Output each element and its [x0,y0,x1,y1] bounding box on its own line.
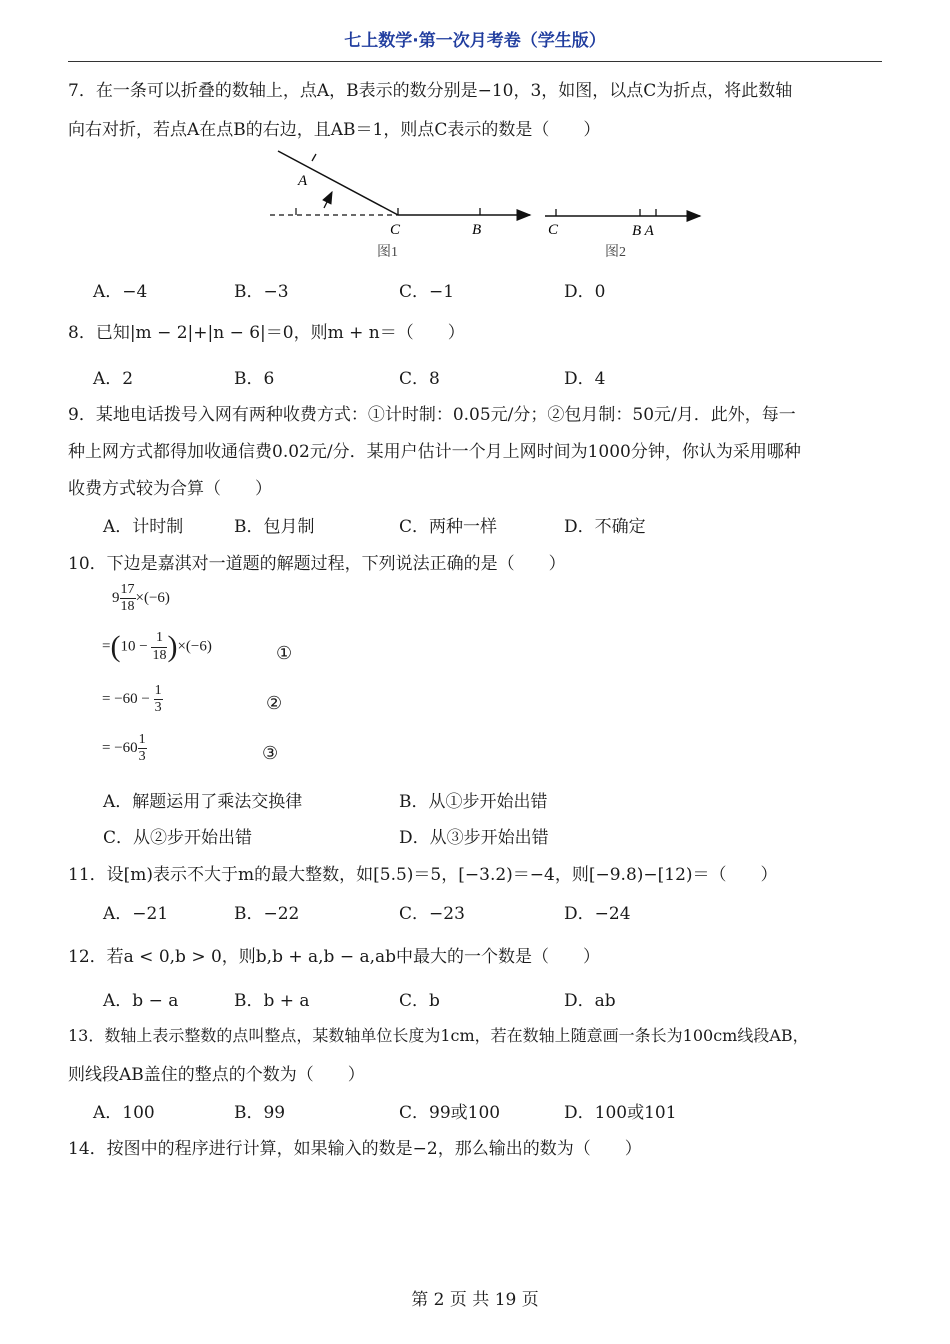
fig1-label-b: B [472,222,482,238]
q13-stem-line1: 13．数轴上表示整数的点叫整点，某数轴单位长度为1cm，若在数轴上随意画一条长为100cm线段AB， [68,1026,809,1045]
q7-option-d: D．0 [564,282,606,302]
q10-option-a: A．解题运用了乘法交换律 [103,792,303,812]
q10-step0-denominator: 18 [120,599,135,615]
q9-option-b: B．包月制 [234,517,315,537]
q12-option-b: B．b + a [234,991,310,1011]
q13-option-b: B．99 [234,1103,286,1123]
fig1-label-a: A [298,173,308,189]
q10-step2-numerator: 1 [154,683,163,700]
fig1-caption: 图1 [377,245,398,260]
q11-option-c: C．−23 [399,904,465,924]
q13-option-d: D．100或101 [564,1103,677,1123]
q10-step2 [102,683,163,716]
fig1-label-c: C [390,222,401,238]
q13-stem-line2: 则线段AB盖住的整点的个数为（ ） [68,1065,365,1085]
q11-option-d: D．−24 [564,904,631,924]
q11-option-b: B．−22 [234,904,300,924]
q10-step2-mark: ② [266,693,283,714]
q10-step1-lparen: ( [110,630,121,663]
q9-option-c: C．两种一样 [399,517,498,537]
q10-step0-whole: 9 [112,590,120,607]
q10-step1-fraction [151,630,167,663]
q9-stem-line2: 种上网方式都得加收通信费0.02元/分．某用户估计一个月上网时间为1000分钟，你认为采用哪种 [68,442,801,462]
q8-option-b: B．6 [234,369,275,389]
q8-option-c: C．8 [399,369,440,389]
q10-step0-fraction [120,582,136,615]
page-header-title: 七上数学·第一次月考卷（学生版） [344,31,606,51]
q10-stem: 10．下边是嘉淇对一道题的解题过程，下列说法正确的是（ ） [68,554,566,574]
q7-stem-line1: 7．在一条可以折叠的数轴上，点A，B表示的数分别是−10，3，如图，以点C为折点，将此数轴 [68,81,793,101]
q7-number-line-figure [260,142,720,267]
q10-step3-fraction [138,732,147,765]
q10-step3-mark: ③ [262,743,279,764]
q8-stem: 8．已知|m − 2|+|n − 6|＝0，则m + n＝（ ） [68,323,465,343]
q10-option-d: D．从③步开始出错 [399,828,549,848]
q10-step3 [102,732,147,765]
q10-step0-numerator: 17 [120,582,136,599]
q7-option-a: A．−4 [93,282,148,302]
page-footer-number: 第 2 页 共 19 页 [411,1290,539,1310]
q9-stem-line3: 收费方式较为合算（ ） [68,479,272,499]
q11-stem: 11．设[m)表示不大于m的最大整数，如[5.5)＝5，[−3.2)＝−4，则[−9.8)−[12)＝（ ） [68,865,778,885]
q8-option-a: A．2 [93,369,134,389]
q14-stem: 14．按图中的程序进行计算，如果输入的数是−2，那么输出的数为（ ） [68,1139,642,1159]
q11-option-a: A．−21 [103,904,169,924]
q10-step1-tail: ×(−6) [177,638,212,655]
q12-option-a: A．b − a [103,991,179,1011]
fig1-tick-a [312,154,316,161]
header-divider [68,61,882,62]
q10-step2-prefix: = −60 − [102,691,150,708]
q7-option-c: C．−1 [399,282,455,302]
q8-option-d: D．4 [564,369,606,389]
q12-stem: 12．若a < 0,b > 0，则b,b + a,b − a,ab中最大的一个数是（ ） [68,947,601,967]
q10-step1 [102,630,212,664]
q10-step0-tail: ×(−6) [135,590,170,607]
q10-step1-mark: ① [276,643,293,664]
q7-option-b: B．−3 [234,282,289,302]
fig1-folded-segment [278,151,398,215]
fig2-label-ba: B A [632,223,654,239]
q10-step1-numerator: 1 [151,630,167,647]
fig2-caption: 图2 [605,245,626,260]
q10-step1-inner: 10 − [120,638,148,655]
q9-option-a: A．计时制 [103,517,184,537]
q10-step2-denominator: 3 [154,700,162,716]
q10-step1-rparen: ) [167,630,178,663]
q10-step0 [112,582,170,615]
fig1-fold-arrow [324,192,332,208]
q10-step1-denominator: 18 [152,647,167,663]
q10-option-b: B．从①步开始出错 [399,792,548,812]
q10-step3-prefix: = −60 [102,740,138,757]
q7-stem-line2: 向右对折，若点A在点B的右边，且AB＝1，则点C表示的数是（ ） [68,120,601,140]
q10-step3-numerator: 1 [138,732,147,749]
q9-stem-line1: 9．某地电话拨号入网有两种收费方式：①计时制：0.05元/分；②包月制：50元/月．此外，每一 [68,405,796,425]
q10-step2-fraction [154,683,163,716]
fig2-label-c: C [548,222,559,238]
q13-option-a: A．100 [93,1103,155,1123]
q10-option-c: C．从②步开始出错 [103,828,253,848]
q10-step3-denominator: 3 [138,749,146,765]
q12-option-d: D．ab [564,991,616,1011]
q10-step1-prefix: = [102,638,111,655]
q12-option-c: C．b [399,991,440,1011]
q13-option-c: C．99或100 [399,1103,501,1123]
q9-option-d: D．不确定 [564,517,646,537]
